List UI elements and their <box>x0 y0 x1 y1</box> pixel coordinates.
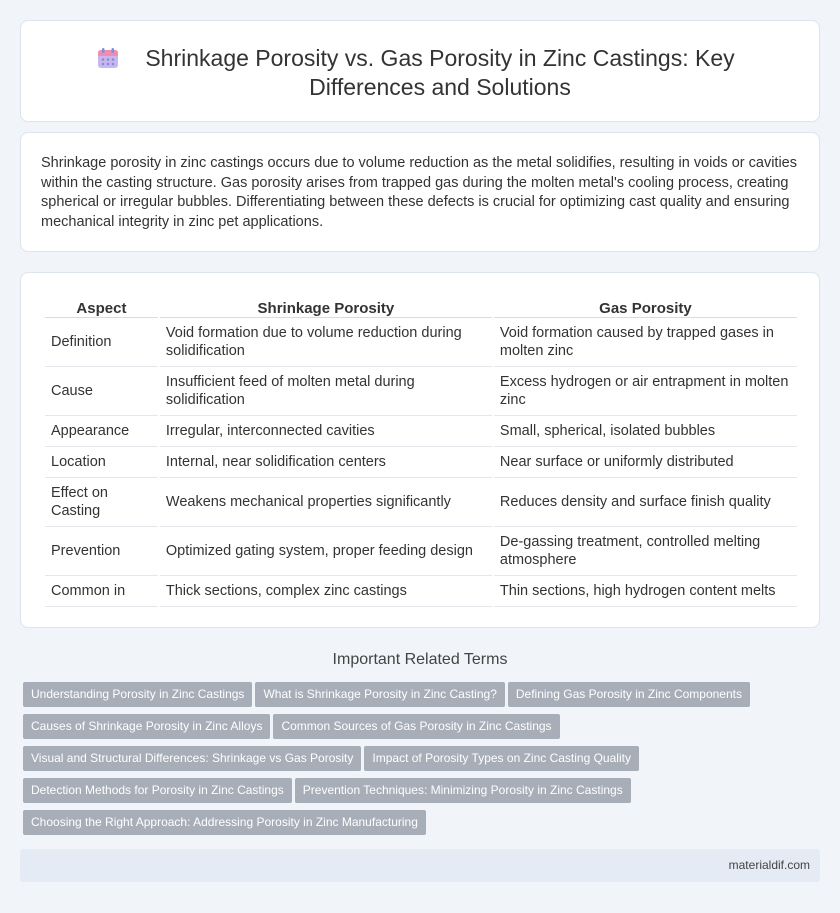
cell-aspect: Common in <box>45 576 158 607</box>
cell-shrinkage: Thick sections, complex zinc castings <box>160 576 492 607</box>
related-term-tag[interactable]: Common Sources of Gas Porosity in Zinc Castings <box>273 714 559 739</box>
cell-shrinkage: Internal, near solidification centers <box>160 447 492 478</box>
cell-aspect: Effect on Casting <box>45 478 158 527</box>
table-row <box>45 527 797 576</box>
related-term-tag[interactable]: Understanding Porosity in Zinc Castings <box>23 682 252 707</box>
cell-aspect: Appearance <box>45 416 158 447</box>
related-term-tag[interactable]: Detection Methods for Porosity in Zinc Castings <box>23 778 292 803</box>
comparison-table <box>43 298 799 607</box>
intro-card <box>20 132 820 252</box>
footer-bar <box>20 849 820 882</box>
cell-gas: Near surface or uniformly distributed <box>494 447 797 478</box>
cell-shrinkage: Irregular, interconnected cavities <box>160 416 492 447</box>
related-term-tag[interactable]: Causes of Shrinkage Porosity in Zinc Alloys <box>23 714 270 739</box>
header-gas-porosity: Gas Porosity <box>494 298 797 318</box>
related-term-tag[interactable]: Choosing the Right Approach: Addressing Porosity in Zinc Manufacturing <box>23 810 426 835</box>
cell-shrinkage: Insufficient feed of molten metal during solidification <box>160 367 492 416</box>
comparison-card <box>20 272 820 628</box>
intro-paragraph: Shrinkage porosity in zinc castings occurs due to volume reduction as the metal solidifies, resulting in voids or cavities within the casting structure. Gas porosity arises from trapped gas during the molten metal's cooling process, creating spherical or irregular bubbles. Differentiating between these defects is crucial for optimizing cast quality and ensuring mechanical integrity in zinc pet applications. <box>41 155 797 230</box>
table-row <box>45 576 797 607</box>
table-row <box>45 447 797 478</box>
cell-gas: Excess hydrogen or air entrapment in molten zinc <box>494 367 797 416</box>
table-row <box>45 318 797 367</box>
cell-gas: Thin sections, high hydrogen content melts <box>494 576 797 607</box>
cell-aspect: Location <box>45 447 158 478</box>
cell-shrinkage: Optimized gating system, proper feeding design <box>160 527 492 576</box>
cell-aspect: Definition <box>45 318 158 367</box>
cell-gas: De-gassing treatment, controlled melting atmosphere <box>494 527 797 576</box>
related-term-tag[interactable]: Impact of Porosity Types on Zinc Casting Quality <box>364 746 639 771</box>
cell-gas: Reduces density and surface finish quality <box>494 478 797 527</box>
table-row <box>45 478 797 527</box>
related-term-tag[interactable]: What is Shrinkage Porosity in Zinc Casting? <box>255 682 504 707</box>
cell-aspect: Prevention <box>45 527 158 576</box>
header-shrinkage-porosity: Shrinkage Porosity <box>160 298 492 318</box>
related-term-tag[interactable]: Visual and Structural Differences: Shrinkage vs Gas Porosity <box>23 746 361 771</box>
cell-gas: Small, spherical, isolated bubbles <box>494 416 797 447</box>
footer-site-link[interactable]: materialdif.com <box>728 858 810 872</box>
title-card <box>20 20 820 122</box>
cell-gas: Void formation caused by trapped gases in molten zinc <box>494 318 797 367</box>
header-aspect: Aspect <box>45 298 158 318</box>
related-term-tag[interactable]: Defining Gas Porosity in Zinc Components <box>508 682 750 707</box>
page-title: Shrinkage Porosity vs. Gas Porosity in Zinc Castings: Key Differences and Solutions <box>145 45 735 100</box>
table-row <box>45 416 797 447</box>
table-row <box>45 367 797 416</box>
cell-shrinkage: Void formation due to volume reduction during solidification <box>160 318 492 367</box>
related-terms-list <box>23 682 803 842</box>
cell-shrinkage: Weakens mechanical properties significantly <box>160 478 492 527</box>
related-term-tag[interactable]: Prevention Techniques: Minimizing Porosity in Zinc Castings <box>295 778 631 803</box>
cell-aspect: Cause <box>45 367 158 416</box>
table-header-row <box>45 298 797 318</box>
related-terms-heading: Important Related Terms <box>332 651 508 668</box>
